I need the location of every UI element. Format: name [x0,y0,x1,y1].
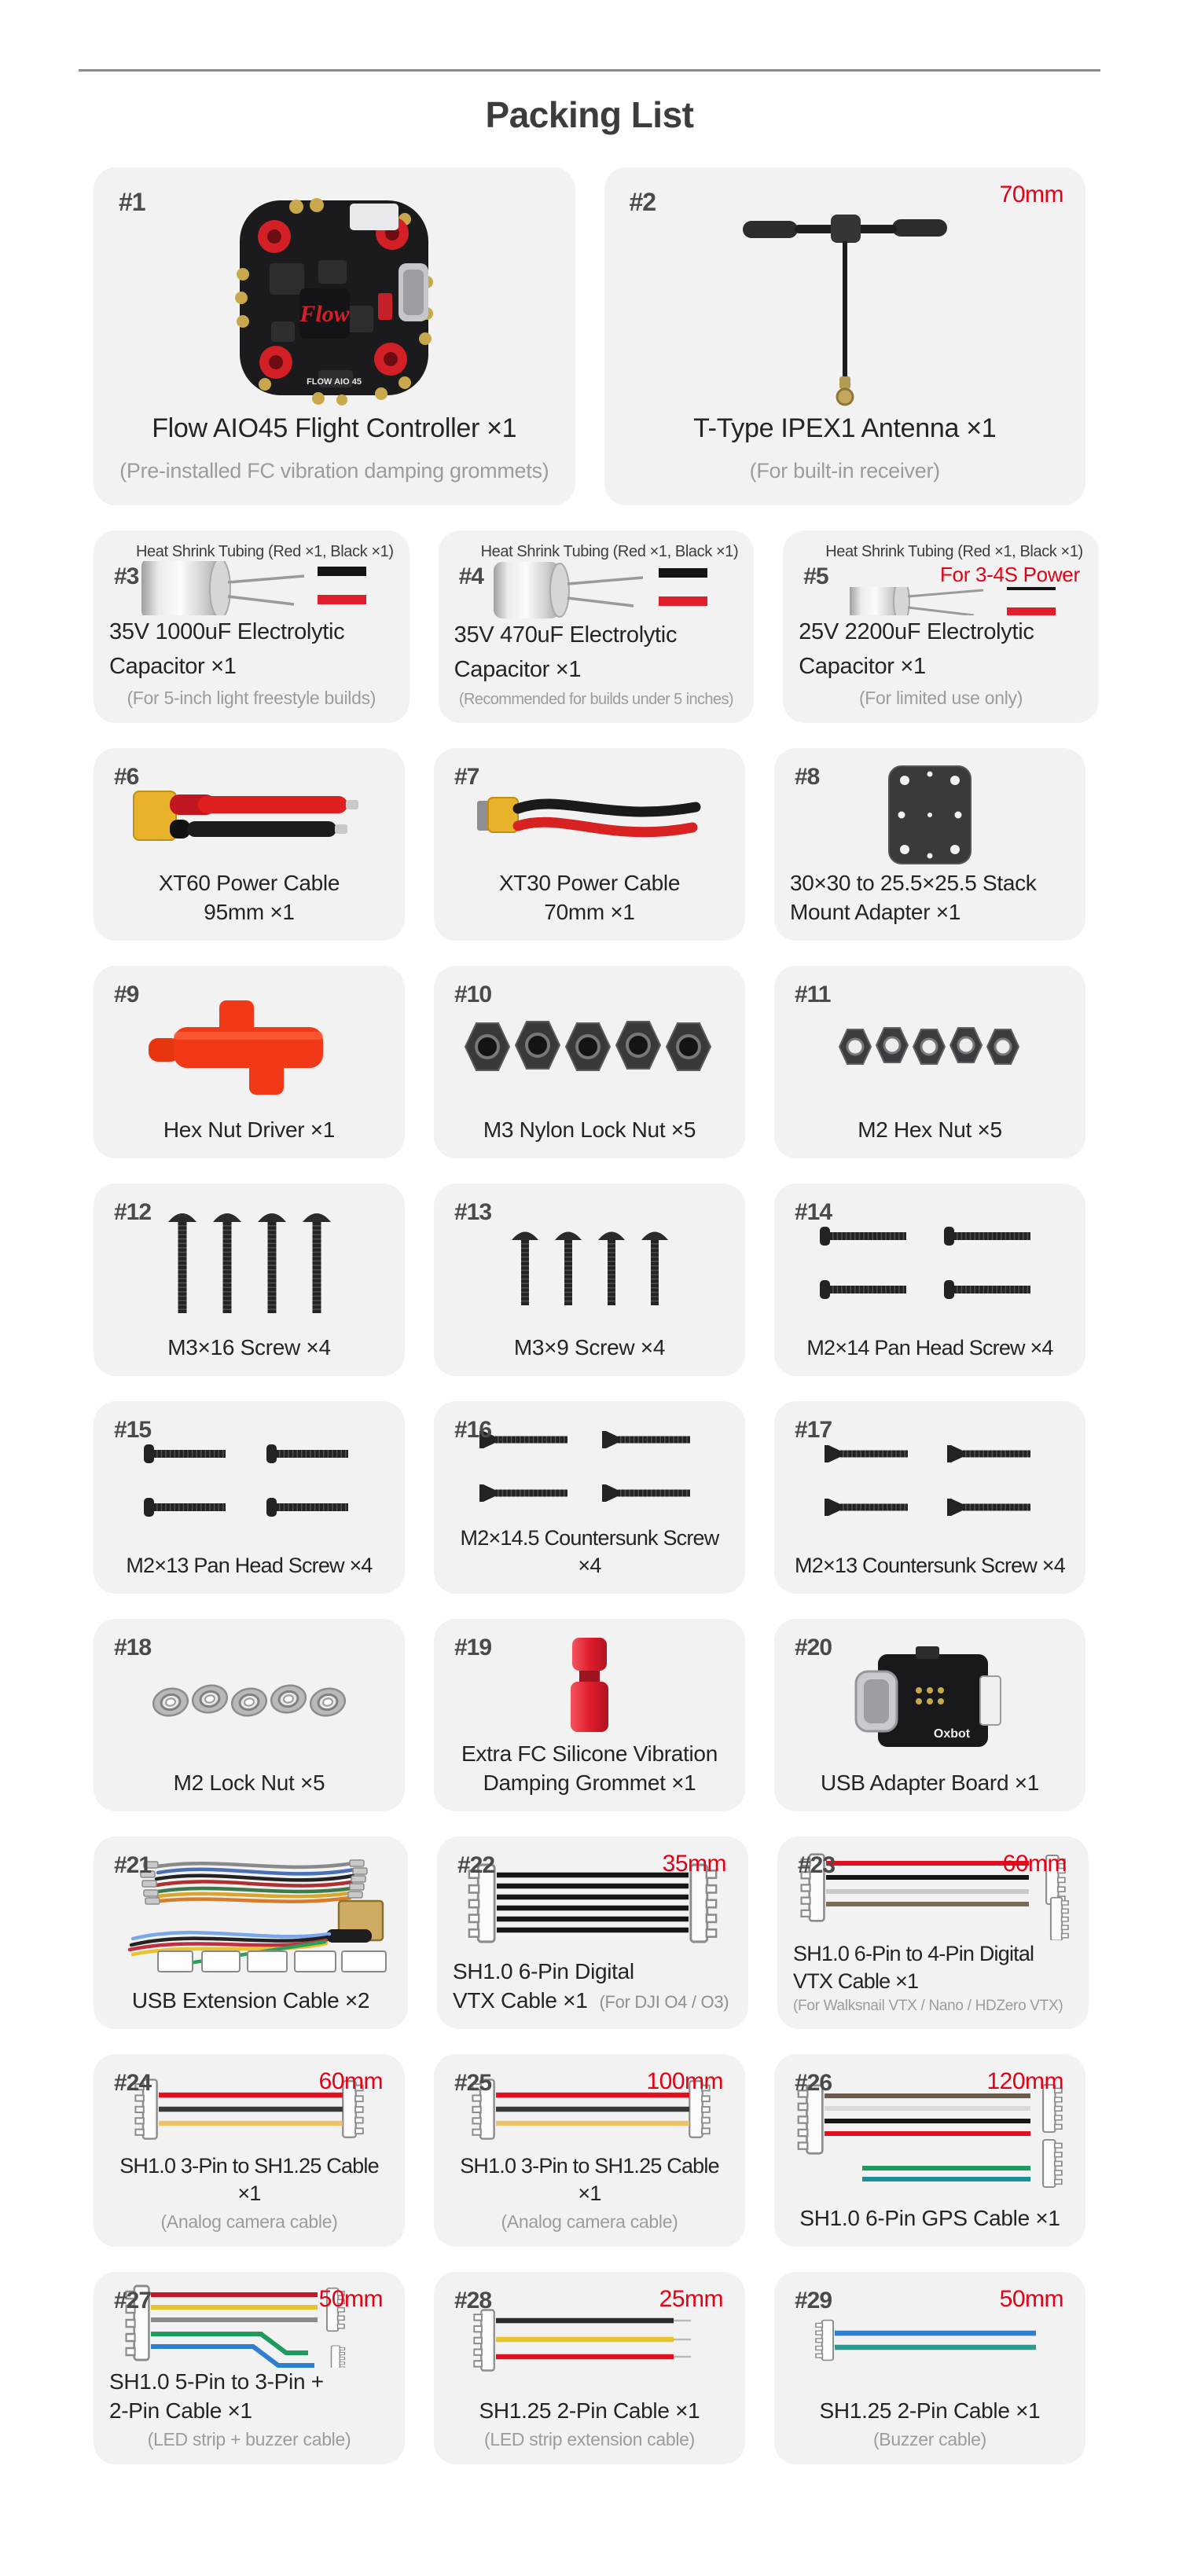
item-number: #28 [454,2288,492,2314]
item-size-label: 25mm [659,2286,723,2312]
item-card [94,2054,405,2247]
pan-head-screws-image [109,1414,389,1552]
item-card [774,2054,1085,2247]
item-card [434,1619,745,1811]
row-6 [94,1401,1085,1594]
mount-adapter-image [790,761,1070,869]
item-number: #16 [454,1417,492,1443]
usb-extension-cable-image [109,1849,392,1987]
item-card [94,1401,405,1594]
item-number: #3 [114,563,139,589]
item-card [94,1619,405,1811]
item-number: #7 [454,764,479,790]
item-title: Extra FC Silicone Vibration Damping Grommet ×1 [461,1741,718,1795]
row-10 [94,2272,1085,2464]
item-number: #19 [454,1635,492,1660]
item-card [777,1837,1089,2029]
item-title: M3 Nylon Lock Nut ×5 [483,1117,696,1142]
item-number: #5 [803,563,828,589]
item-subtitle: (For limited use only) [858,688,1023,708]
t-antenna-image [625,185,1066,411]
capacitor-image [454,561,739,618]
item-number: #13 [454,1199,492,1225]
item-card [94,748,405,941]
item-card [774,1619,1085,1811]
item-card [434,966,745,1158]
item-title: M3×9 Screw ×4 [513,1334,666,1360]
lock-nuts-image [109,1631,389,1769]
item-number: #23 [798,1852,836,1878]
item-number: #25 [454,2070,492,2096]
item-number: #9 [114,982,139,1007]
item-title: M2×14.5 Countersunk Screw ×4 [460,1525,719,1577]
item-title: SH1.0 3-Pin to SH1.25 Cable ×1 [119,2153,379,2205]
item-size-label: 100mm [646,2068,723,2094]
item-number: #26 [795,2070,832,2096]
item-subtitle: (Pre-installed FC vibration damping grommets) [119,459,549,483]
item-card [434,1401,745,1594]
item-card [774,748,1085,941]
svg-text:FLOW AIO 45: FLOW AIO 45 [307,376,362,387]
item-card [434,748,745,941]
item-number: #18 [114,1635,152,1660]
item-subtitle: (LED strip + buzzer cable) [147,2429,351,2449]
item-inline-note: (For DJI O4 / O3) [599,1991,729,2012]
row-5 [94,1183,1085,1376]
item-card [774,1183,1085,1376]
item-title: USB Extension Cable ×2 [131,1987,370,2013]
silicone-grommet-image [450,1631,729,1740]
xt60-cable-image [109,761,389,869]
item-number: #27 [114,2288,152,2314]
item-number: #6 [114,764,139,790]
row-1 [94,167,1085,505]
item-title: M2×14 Pan Head Screw ×4 [806,1335,1053,1360]
item-title: SH1.25 2-Pin Cable ×1 [479,2398,700,2423]
item-title: 30×30 to 25.5×25.5 Stack Mount Adapter ×1 [790,871,1037,924]
flight-controller-image [114,185,555,411]
item-card [774,1401,1085,1594]
m3x16-screws-image [109,1196,389,1334]
item-size-label: 70mm [999,182,1063,207]
item-title: XT60 Power Cable 95mm ×1 [158,871,340,924]
item-number: #14 [795,1199,832,1225]
row-3 [94,748,1085,941]
item-subtitle: (For built-in receiver) [749,459,940,483]
item-title: M3×16 Screw ×4 [167,1334,331,1360]
item-card [94,167,575,505]
item-card [434,2054,745,2247]
item-number: #20 [795,1635,832,1660]
capacitor-image [799,587,1083,615]
item-number: #4 [458,563,483,589]
hex-nuts-image [790,978,1070,1116]
item-subtitle: (Analog camera cable) [160,2211,338,2232]
item-size-label: 50mm [999,2286,1063,2312]
item-size-label: 120mm [986,2068,1063,2094]
item-title: T-Type IPEX1 Antenna ×1 [693,413,997,443]
heat-shrink-note: Heat Shrink Tubing (Red ×1, Black ×1) [480,543,739,560]
item-card [94,1837,408,2029]
capacitor-image [109,561,394,615]
item-title: SH1.0 6-Pin GPS Cable ×1 [799,2205,1060,2230]
heat-shrink-note: Heat Shrink Tubing (Red ×1, Black ×1) [136,543,394,560]
item-size-label: 50mm [318,2286,383,2312]
item-title: SH1.0 5-Pin to 3-Pin + 2-Pin Cable ×1 [109,2369,324,2423]
item-title: M2 Lock Nut ×5 [173,1770,325,1795]
item-title: M2×13 Pan Head Screw ×4 [126,1553,373,1577]
item-title: SH1.0 6-Pin Digital VTX Cable ×1 (For DJI O4 / O3) [453,1959,729,2013]
item-number: #21 [114,1852,152,1878]
item-card [783,530,1099,723]
countersunk-screws-image [790,1414,1070,1552]
item-number: #1 [119,188,145,216]
item-card [439,530,755,723]
item-number: #22 [457,1852,495,1878]
item-title: 25V 2200uF Electrolytic Capacitor ×1 [799,619,1034,679]
item-subtitle: (Analog camera cable) [501,2211,678,2232]
item-card [94,530,410,723]
top-divider [79,69,1100,72]
item-size-label: 60mm [1002,1851,1067,1877]
item-card [774,2272,1085,2464]
item-subtitle: (LED strip extension cable) [483,2429,696,2449]
hex-nut-driver-image [109,978,389,1116]
item-subtitle: (Recommended for builds under 5 inches) [458,691,733,708]
items-grid [94,167,1085,2576]
item-title: M2 Hex Nut ×5 [858,1117,1002,1142]
page-title: Packing List [485,94,694,135]
item-card [434,1183,745,1376]
countersunk-screws-image [450,1414,729,1525]
row-2 [94,530,1085,723]
row-4 [94,966,1085,1158]
item-number: #8 [795,764,820,790]
item-number: #24 [114,2070,152,2096]
item-card [434,2272,745,2464]
row-8 [94,1837,1085,2029]
item-title: USB Adapter Board ×1 [820,1770,1040,1795]
item-title: 35V 1000uF Electrolytic Capacitor ×1 [109,619,345,679]
item-number: #17 [795,1417,832,1443]
xt30-cable-image [450,761,729,869]
item-subtitle: (Buzzer cable) [872,2429,987,2449]
item-title: Flow AIO45 Flight Controller ×1 [152,413,517,443]
svg-text:Oxbot: Oxbot [933,1727,971,1741]
power-note: For 3-4S Power [939,563,1080,586]
item-title: SH1.0 6-Pin to 4-Pin Digital VTX Cable ×1 [793,1941,1034,1993]
heat-shrink-note: Heat Shrink Tubing (Red ×1, Black ×1) [825,543,1083,560]
item-card [774,966,1085,1158]
item-card [437,1837,748,2029]
item-title: SH1.25 2-Pin Cable ×1 [819,2398,1041,2423]
item-subtitle: (For Walksnail VTX / Nano / HDZero VTX) [793,1998,1063,2014]
item-number: #12 [114,1199,152,1225]
row-9 [94,2054,1085,2247]
nylon-lock-nuts-image [450,978,729,1116]
item-title: M2×13 Countersunk Screw ×4 [795,1553,1065,1577]
item-number: #2 [629,188,656,216]
item-card [94,1183,405,1376]
item-card [604,167,1086,505]
item-size-label: 35mm [662,1851,726,1877]
usb-adapter-board-image [790,1631,1070,1769]
item-subtitle: (For 5-inch light freestyle builds) [127,688,376,708]
item-number: #11 [795,982,831,1007]
m3x9-screws-image [450,1196,729,1334]
pan-head-screws-image [790,1196,1070,1334]
item-title: SH1.0 3-Pin to SH1.25 Cable ×1 [460,2153,719,2205]
item-card [94,2272,405,2464]
item-size-label: 60mm [318,2068,383,2094]
row-7 [94,1619,1085,1811]
item-title: XT30 Power Cable 70mm ×1 [498,871,681,924]
item-number: #10 [454,982,492,1007]
svg-text:Flow: Flow [299,300,350,327]
item-title: Hex Nut Driver ×1 [163,1117,336,1142]
item-number: #29 [795,2288,832,2314]
item-number: #15 [114,1417,152,1443]
item-title: 35V 470uF Electrolytic Capacitor ×1 [454,622,678,682]
item-card [94,966,405,1158]
